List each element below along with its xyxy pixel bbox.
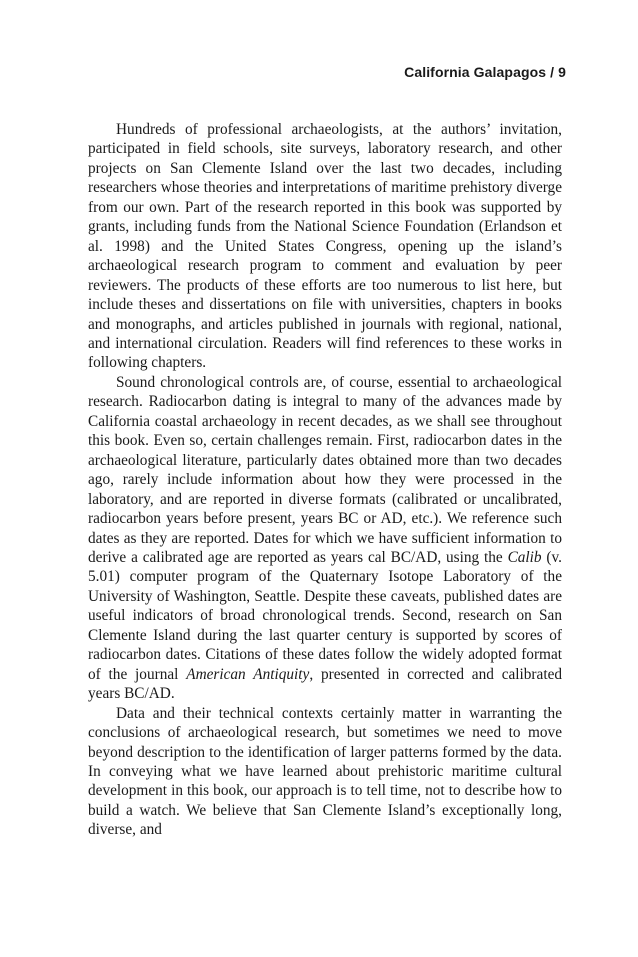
paragraph-2-part-b: (v. 5.01) computer program of the Quaternary Isotope Laboratory of the University of Washington, Seattle. Despite these caveats, published dates are useful indicators of broad chronological trends. Second, research on San Clemente Island during the last quarter century is supported by scores of radiocarbon dates. Citations of these dates follow the widely adopted format of the journal [88, 548, 562, 683]
paragraph-3: Data and their technical contexts certainly matter in warranting the conclusions of archaeological research, but sometimes we need to move beyond description to the identification of larger patterns formed by the data. In conveying what we have learned about prehistoric maritime cultural development in this book, our approach is to tell time, not to describe how to build a watch. We believe that San Clemente Island’s exceptionally long, diverse, and [88, 704, 562, 839]
body-text [88, 120, 562, 840]
journal-title: American Antiquity [186, 665, 310, 683]
paragraph-1: Hundreds of professional archaeologists, at the authors’ invitation, participated in field schools, site surveys, laboratory research, and other projects on San Clemente Island over the last two decades, including researchers whose theories and interpretations of maritime prehistory diverge from our own. Part of the research reported in this book was supported by grants, including funds from the National Science Foundation (Erlandson et al. 1998) and the United States Congress, opening up the island’s archaeological research program to comment and evaluation by peer reviewers. The products of these efforts are too numerous to list here, but include theses and dissertations on file with universities, chapters in books and monographs, and articles published in journals with regional, national, and international circulation. Readers will find references to these works in following chapters. [88, 121, 562, 372]
paragraph-2 [88, 373, 562, 704]
paragraph-2-part-c: , presented in corrected and calibrated years BC/AD. [88, 665, 563, 703]
running-head: California Galapagos / 9 [404, 64, 566, 80]
paragraph-2-part-a: Sound chronological controls are, of course, essential to archaeological research. Radiocarbon dating is integral to many of the advances made by California coastal archaeology in recent decades, as we shall see throughout this book. Even so, certain challenges remain. First, radiocarbon dates in the archaeological literature, particularly dates obtained more than two decades ago, rarely include information about how they were processed in the laboratory, and are reported in diverse formats (calibrated or uncalibrated, radiocarbon years before present, years BC or AD, etc.). We reference such dates as they are reported. Dates for which we have sufficient information to derive a calibrated age are reported as years cal BC/AD, using the [88, 373, 562, 566]
calib-title: Calib [507, 548, 542, 566]
